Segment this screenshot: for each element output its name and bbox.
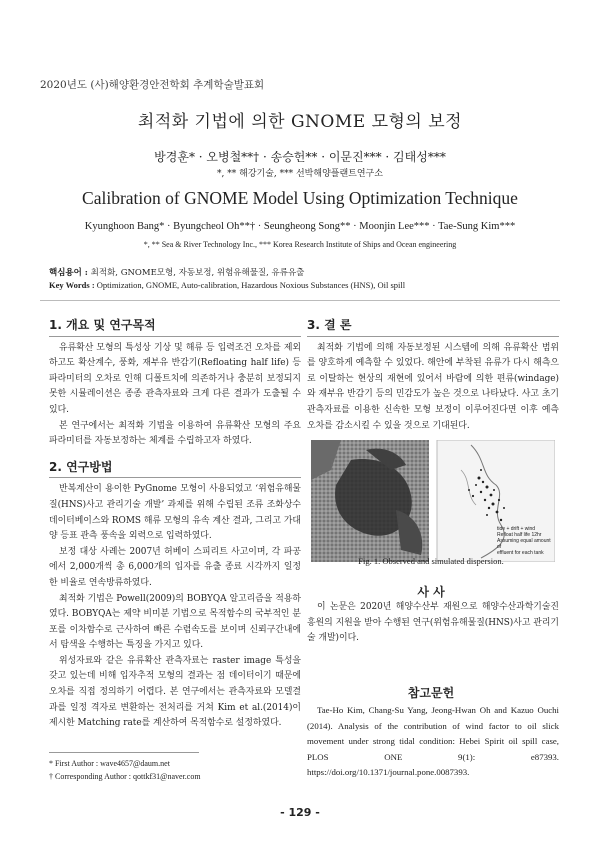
legend-item: Assuming equal amount of [497,538,551,550]
keywords-korean [49,266,304,278]
section-rule [49,336,301,337]
legend-item: Refloat half life 12hr [497,532,542,538]
references [307,703,559,781]
section-1-heading [49,318,301,337]
section-1-paragraph-1: 유류확산 모형의 특성상 기상 및 해류 등 입력조건 오차를 제외하고도 확산계수, 풍화, 재부유 반감기(Refloating half life) 등 파라미터의 오차로 인해 디폴트치에 의존하거나 충분히 보정되지 못한 시뮬레이션은 종종 관측자료와 크게 다른 결과가 도출될 수 있다. [49,342,301,415]
section-1-title: 1. 개요 및 연구목적 [49,318,156,332]
page-number: - 129 - [280,806,320,819]
left-column [49,318,301,732]
section-2-paragraph-1: 반복계산이 용이한 PyGnome 모형이 사용되었고 ‘위험유해물질(HNS)사고 관리기술 개발’ 과제를 위해 수립된 조류 조화상수 데이터베이스와 ROMS 해류 모형의 유속 계산 결과, 그리고 가대양 등표 관측 풍속을 외력으로 입력하였다. [49,484,301,542]
section-2-title: 2. 연구방법 [49,459,113,474]
references-title: 참고문헌 [407,686,455,700]
figure-caption: Fig. 1. Observed and simulated dispersion. [358,556,504,566]
korean-title: 최적화 기법에 의한 GNOME 모형의 보정 [137,112,463,132]
reference-item: Tae-Ho Kim, Chang-Su Yang, Jeong-Hwan Oh and Kazuo Ouchi (2014). Analysis of the contribution of wind factor to oil slick movement under strong tidal condition: Hebei Spirit oil spill case, PLOS ONE 9(1): e87393. https://doi.org/10.1371/journal.pone.0087393. [307,705,559,778]
keywords-korean-label: 핵심용어 : [49,268,88,278]
figure-legend [497,526,555,556]
legend-item: effluent for each tank [497,550,544,556]
footnotes [49,757,201,783]
english-title: Calibration of GNOME Model Using Optimization Technique [82,188,518,208]
acknowledgement-text: 이 논문은 2020년 해양수산부 재원으로 해양수산과학기술진흥원의 지원을 받아 수행된 연구(위험유해물질(HNS)사고 관리기술 개발)이다. [307,602,559,644]
conference-header: 2020년도 (사)해양환경안전학회 추계학술발표회 [40,79,265,91]
figure-1 [311,440,555,562]
section-3-heading [307,318,559,337]
section-3-paragraph-1: 최적화 기법에 의해 자동보정된 시스템에 의해 유류확산 범위를 양호하게 예측할 수 있었다. 해안에 부착된 유류가 다시 해측으로 이탈하는 현상의 재현에 있어서 바람에 의한 편류(windage)와 재부유 반감기 등의 민감도가 높은 것으로 나타났다. 사고 초기 관측자료를 이용한 신속한 모형 보정이 이루어진다면 이후 예측 오차를 감소시킬 수 있을 것으로 기대된다. [307,342,559,431]
korean-affiliation: *, ** 해강기술, *** 선박해양플랜트연구소 [217,169,383,179]
acknowledgement-title: 사 사 [417,585,445,599]
section-rule [307,336,559,337]
korean-authors: 방경훈* · 오병철**† · 송승헌** · 이문진*** · 김태성*** [154,150,446,164]
keywords-english [49,280,405,290]
keywords-korean-text: 최적화, GNOME모형, 자동보정, 위험유해물질, 유류유출 [90,268,305,278]
acknowledgement [307,600,559,647]
legend-item: tide + drift + wind [497,526,536,532]
section-rule [49,477,301,478]
footnote-rule [49,752,199,753]
english-authors: Kyunghoon Bang* · Byungcheol Oh**† · Seungheong Song** · Moonjin Lee*** · Tae-Sung Kim*** [84,221,516,232]
section-2-paragraph-2: 보정 대상 사례는 2007년 허베이 스피리트 사고이며, 각 파공에서 2,000개씩 총 6,000개의 입자를 유출 종료 시각까지 일정한 비율로 연속방류하였다. [49,546,301,588]
section-2-heading [49,460,301,479]
section-1-paragraph-2: 본 연구에서는 최적화 기법을 이용하여 유류확산 모형의 주요 파라미터를 자동보정하는 체계를 수립하고자 하였다. [49,420,301,447]
section-2-paragraph-3: 최적화 기법은 Powell(2009)의 BOBYQA 알고리즘을 적용하였다. BOBYQA는 제약 비미분 기법으로 목적함수의 국부적인 분포를 이차함수로 근사하여 빠른 수렴속도를 보이며 신뢰구간내에서 탐색을 수행하는 특징을 가지고 있다. [49,593,301,651]
keywords-english-label: Key Words : [49,280,95,290]
footnote-corresponding-author: † Corresponding Author : qottkf31@naver.com [49,772,201,781]
right-column [307,318,559,434]
english-affiliation: *, ** Sea & River Technology Inc., *** Korea Research Institute of Ships and Ocean engineering [143,240,457,249]
keywords-english-text: Optimization, GNOME, Auto-calibration, Hazardous Noxious Substances (HNS), Oil spill [96,280,406,290]
observed-sar-image [311,440,429,562]
divider [40,300,560,301]
section-3-title: 3. 결 론 [307,318,352,332]
section-2-paragraph-4: 위성자료와 같은 유류확산 관측자료는 raster image 특성을 갖고 있는데 비해 입자추적 모형의 결과는 점 데이터이기 때문에 오차를 직접 정의하기 어렵다. 본 연구에서는 관측자료와 모델결과를 일정 격자로 변환하는 전처리를 거쳐 Kim et al.(2014)이 제시한 Matching rate를 계산하여 목적함수로 설정하였다. [49,655,301,729]
footnote-first-author: * First Author : wave4657@daum.net [49,759,170,768]
